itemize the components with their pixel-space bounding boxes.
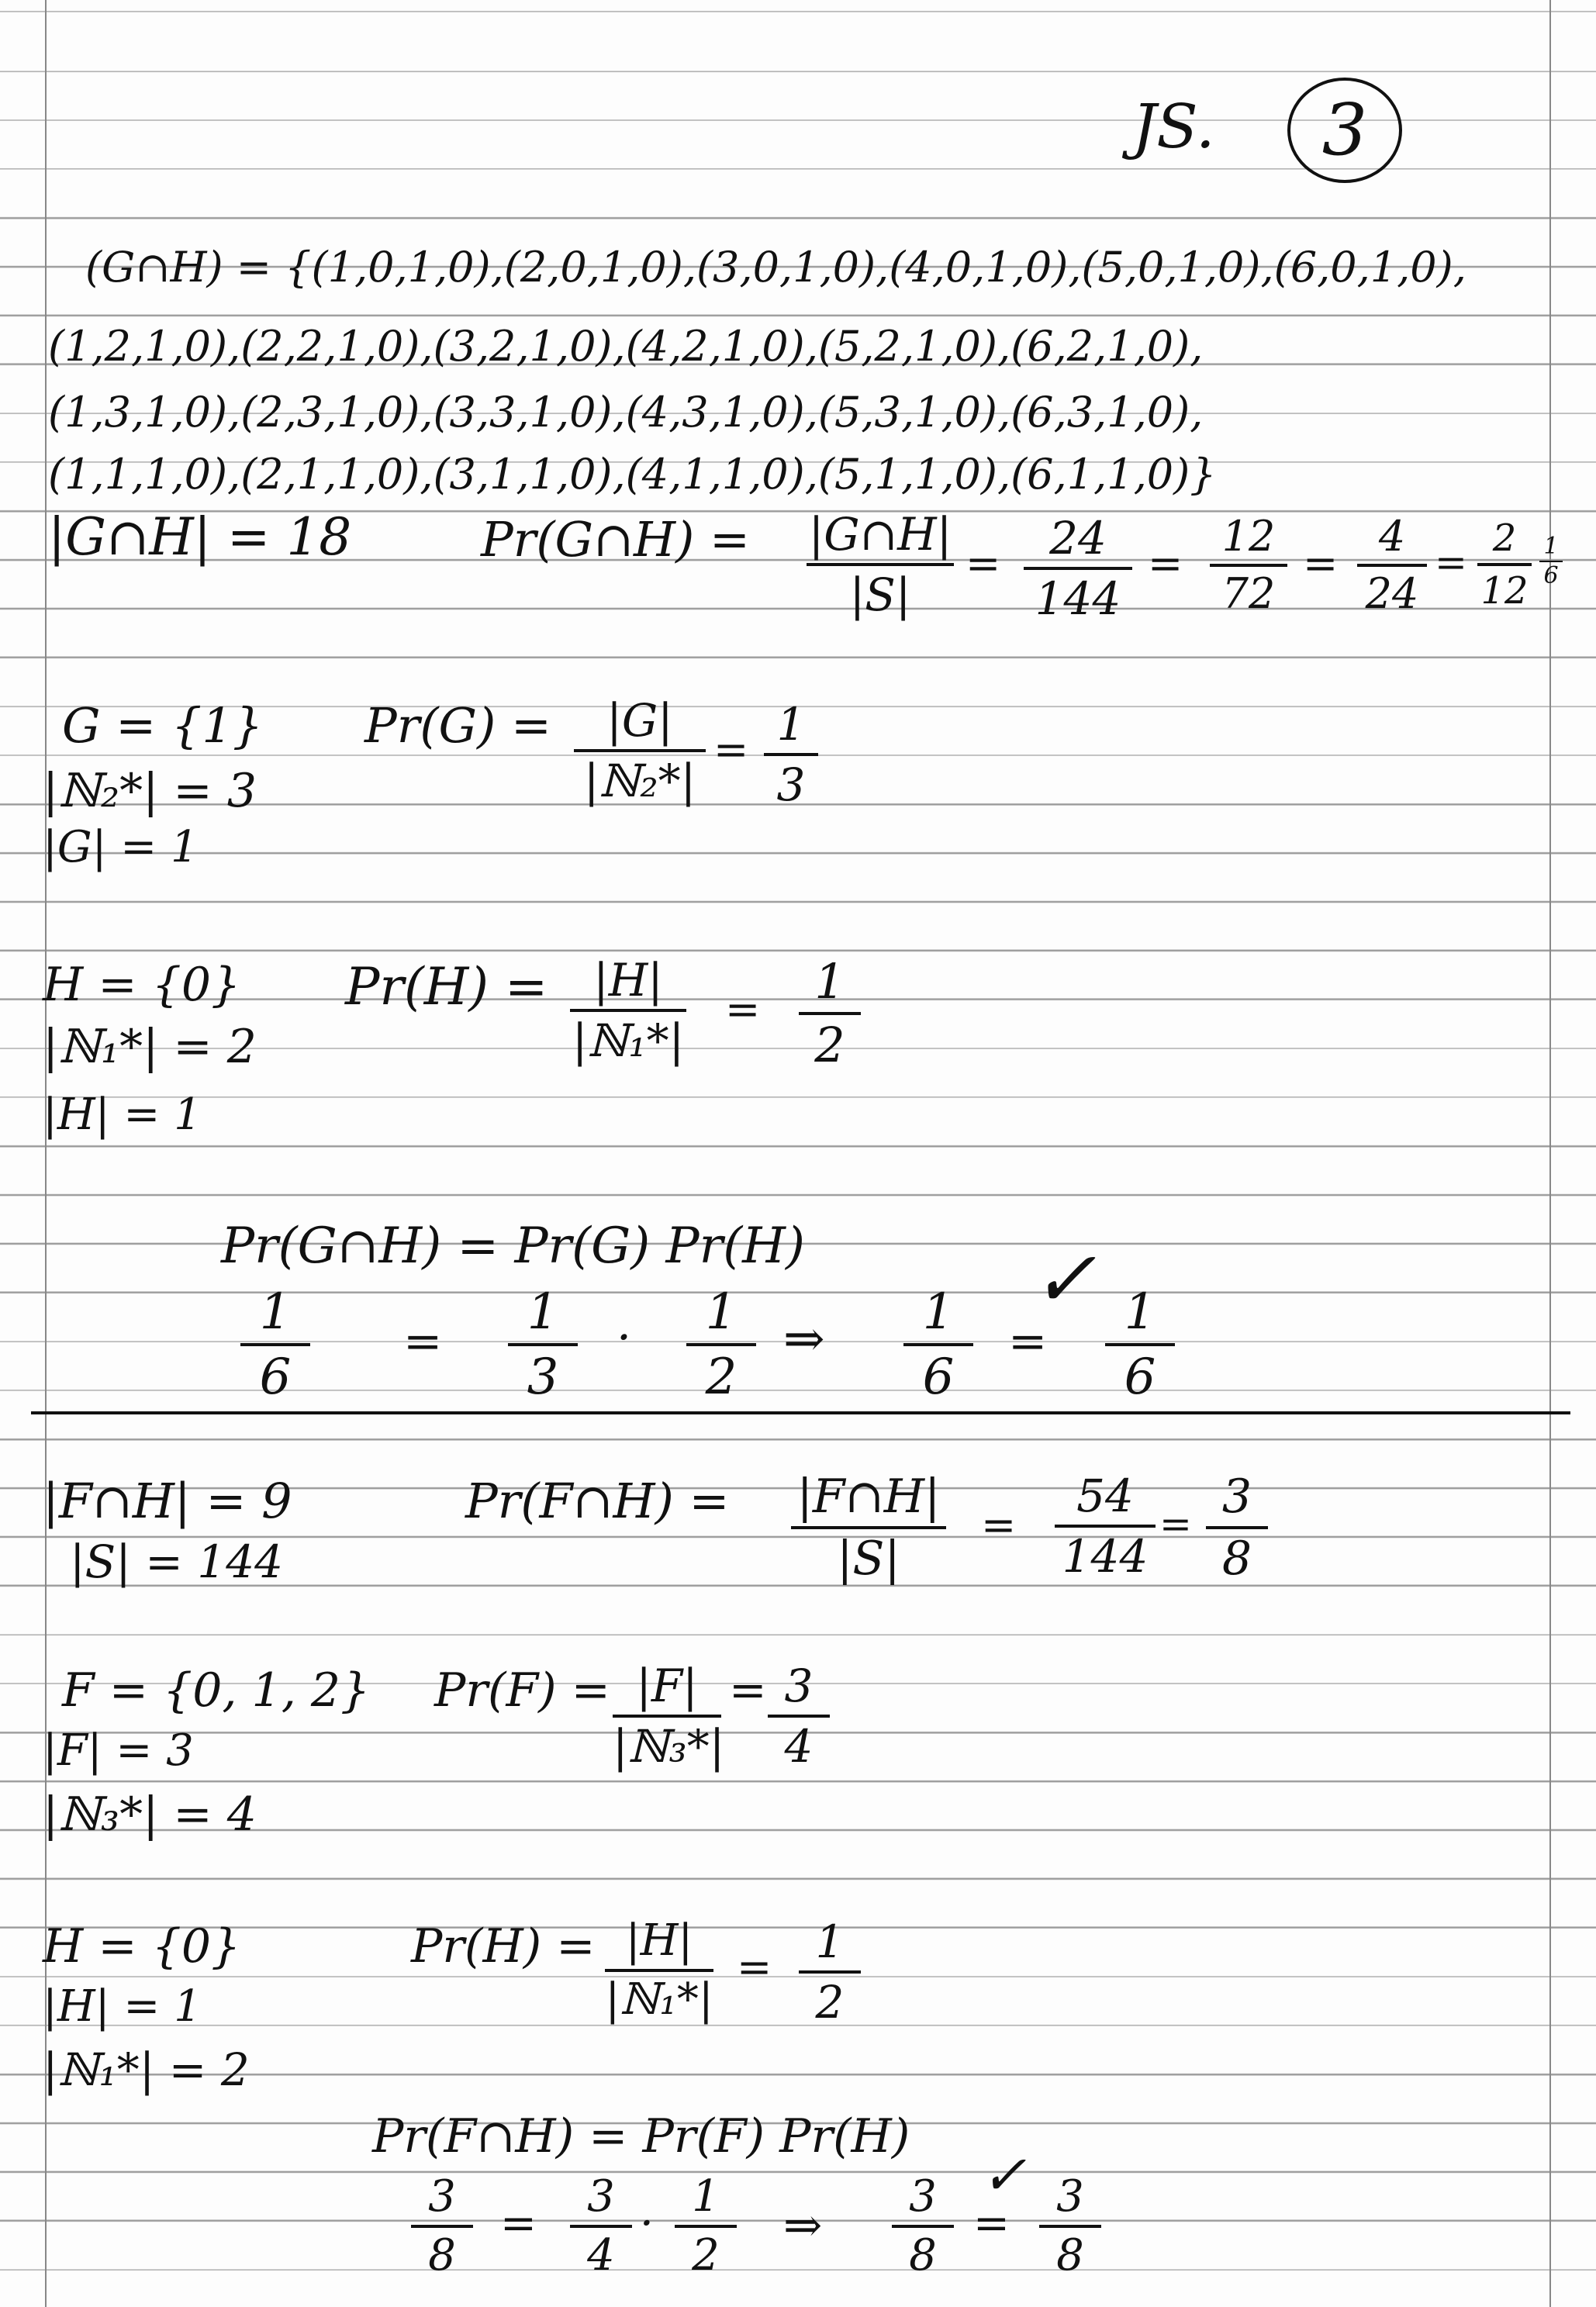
equals-sign: = [1435,540,1467,585]
equals-sign: = [729,1663,767,1716]
equals-sign: = [1148,539,1183,588]
g-cardinality: |G| = 1 [43,822,199,872]
equals-sign: = [981,1501,1017,1549]
g-fraction-1-3: 1 3 [764,702,818,807]
implies-arrow: ⇒ [783,2198,823,2253]
right-margin-line [1549,0,1551,2307]
gh-fraction-4-24: 4 24 [1357,516,1427,615]
gh-fraction-2-12: 2 12 [1477,520,1532,610]
questioned-equals: = [973,2198,1010,2249]
multiply-dot: · [640,2198,654,2249]
multiply-dot: · [617,1311,632,1365]
fh-fraction-3-8: 3 8 [1206,1473,1268,1582]
gh-fraction-12-72: 12 72 [1210,516,1287,615]
gh-set-line-1: (G∩H) = {(1,0,1,0),(2,0,1,0),(3,0,1,0),(4,0,1,0),(5,0,1,0),(6,0,1,0), [85,243,1466,292]
check2-fraction-3-4: 3 4 [570,2175,632,2278]
equals-sign: = [713,725,749,774]
h-fraction-sets-2: |H| |ℕ₁*| [605,1915,713,2025]
gh-set-line-3: (1,3,1,0),(2,3,1,0),(3,3,1,0),(4,3,1,0),(5,3,1,0),(6,3,1,0), [48,388,1204,437]
h-fraction-1-2-2: 1 2 [799,1919,861,2025]
independence-equation-1: Pr(G∩H) = Pr(G) Pr(H) [221,1217,805,1275]
independence-equation-2: Pr(F∩H) = Pr(F) Pr(H) [372,2109,910,2164]
gh-set-line-4: (1,1,1,0),(2,1,1,0),(3,1,1,0),(4,1,1,0),(5,1,1,0),(6,1,1,0)} [48,450,1217,499]
gh-fraction-24-144: 24 144 [1024,516,1132,621]
s-cardinality: |S| = 144 [70,1535,283,1588]
h-fraction-sets: |H| |ℕ₁*| [570,958,686,1063]
h-set-2: H = {0} [43,1919,241,1974]
check2-fraction-1-2: 1 2 [675,2175,737,2278]
h-pr-label: Pr(H) = [345,957,548,1017]
equals-sign: = [1303,539,1339,588]
section-divider [31,1411,1570,1414]
f-cardinality: |F| = 3 [43,1725,194,1776]
f-pr-label: Pr(F) = [434,1663,610,1718]
equals-sign: = [403,1314,443,1369]
check2-fraction-rhs: 3 8 [1039,2175,1101,2278]
g-set: G = {1} [62,697,264,754]
equals-sign: = [725,985,761,1034]
f-fraction-3-4: 3 4 [768,1663,830,1769]
gh-pr-label: Pr(G∩H) = [481,511,750,568]
fh-pr-label: Pr(F∩H) = [465,1473,730,1529]
equals-sign: = [737,1943,772,1991]
n2-cardinality: |ℕ₂*| = 3 [43,764,257,818]
check-mark-icon: ✓ [981,2143,1027,2207]
fh-fraction-sets: |F∩H| |S| [791,1473,946,1582]
n1-cardinality: |ℕ₁*| = 2 [43,1020,257,1074]
h-fraction-1-2: 1 2 [799,958,861,1069]
gh-fraction-sets: |G∩H| |S| [807,512,954,617]
check1-fraction-rhs: 1 6 [1105,1287,1175,1402]
check1-fraction-1-3: 1 3 [508,1287,578,1402]
gh-cardinality: |G∩H| = 18 [48,507,352,567]
check-mark-icon: ✓ [1031,1234,1097,1324]
fh-fraction-54-144: 54 144 [1055,1473,1156,1579]
h-cardinality-2: |H| = 1 [43,1981,202,2032]
fh-cardinality: |F∩H| = 9 [43,1473,292,1529]
equals-sign: = [1159,1501,1192,1546]
check1-fraction-lhs: 1 6 [240,1287,310,1402]
h-set: H = {0} [43,958,241,1012]
check1-fraction-1-2: 1 2 [686,1287,756,1402]
implies-arrow: ⇒ [783,1311,825,1368]
h-cardinality: |H| = 1 [43,1090,202,1140]
g-fraction-sets: |G| |ℕ₂*| [574,698,706,803]
g-pr-label: Pr(G) = [364,697,551,754]
questioned-equals: = [1008,1314,1048,1369]
check2-fraction-result: 3 8 [892,2175,954,2278]
n1-cardinality-2: |ℕ₁*| = 2 [43,2043,250,2096]
gh-set-line-2: (1,2,1,0),(2,2,1,0),(3,2,1,0),(4,2,1,0),(5,2,1,0),(6,2,1,0), [48,322,1204,371]
equals-sign: = [966,539,1001,588]
f-fraction-sets: |F| |ℕ₃*| [613,1659,725,1773]
f-set: F = {0, 1, 2} [62,1663,371,1718]
equals-sign: = [500,2198,537,2249]
n3-cardinality: |ℕ₃*| = 4 [43,1787,257,1842]
gh-fraction-1-6: 1 6 [1539,535,1563,588]
check1-fraction-result: 1 6 [903,1287,973,1402]
check2-fraction-lhs: 3 8 [411,2175,473,2278]
h-pr-label-2: Pr(H) = [411,1919,596,1974]
header-initials: JS. [1132,92,1215,162]
question-number-circle: 3 [1287,78,1402,183]
